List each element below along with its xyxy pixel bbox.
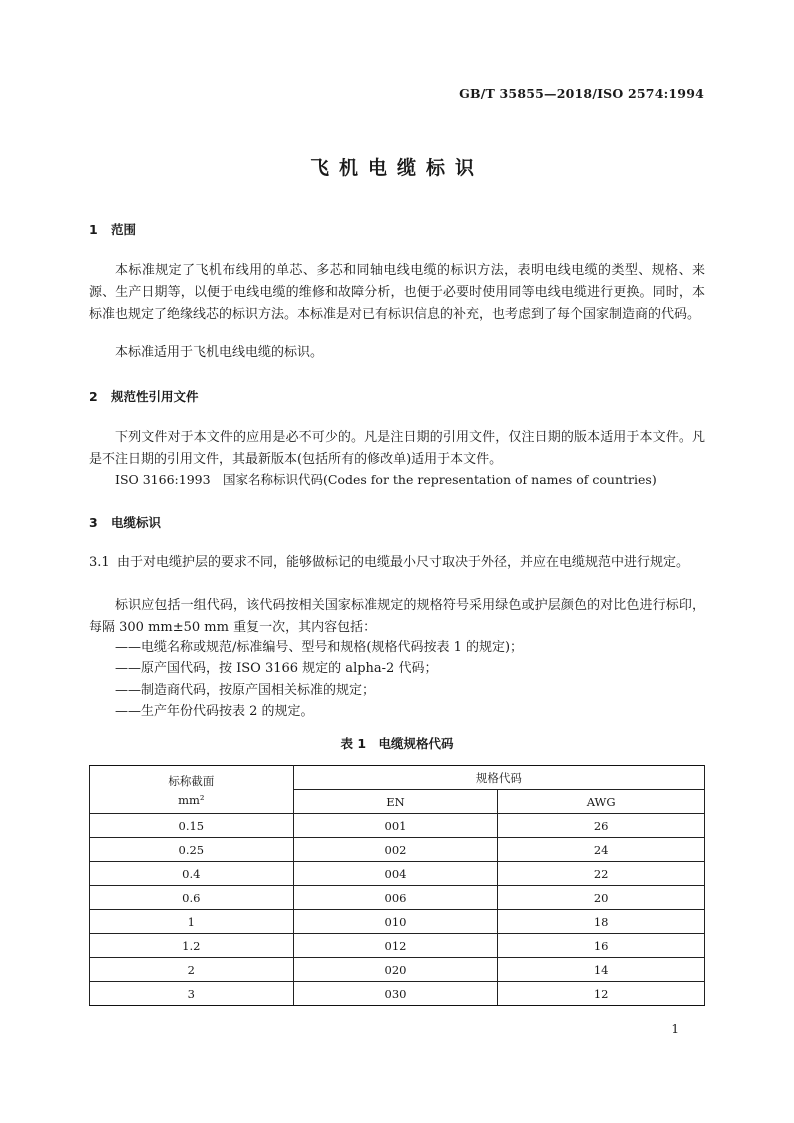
section-3-number: 3 <box>89 515 98 530</box>
cell-en: 002 <box>293 838 498 862</box>
section-1-number: 1 <box>89 222 98 237</box>
normative-reference: ISO 3166:1993 国家名称标识代码(Codes for the representation of names of countries) <box>115 472 657 487</box>
cell-awg: 14 <box>498 958 705 982</box>
table-row <box>90 814 705 838</box>
table-row <box>90 982 705 1006</box>
section-2-title: 规范性引用文件 <box>111 389 199 404</box>
cell-en: 004 <box>293 862 498 886</box>
cell-section: 3 <box>90 982 294 1006</box>
cell-awg: 26 <box>498 814 705 838</box>
nominal-section-header <box>90 766 294 814</box>
clause-3-1-number: 3.1 <box>89 555 110 570</box>
cable-size-code-table <box>89 765 705 1006</box>
section-1-heading <box>89 220 136 238</box>
cell-en: 010 <box>293 910 498 934</box>
list-item: ——生产年份代码按表 2 的规定。 <box>115 704 314 719</box>
section-3-heading <box>89 513 161 531</box>
list-item: ——电缆名称或规范/标准编号、型号和规格(规格代码按表 1 的规定)； <box>115 640 524 655</box>
clause-3-1-paragraph-2: 标识应包括一组代码，该代码按相关国家标准规定的规格符号采用绿色或护层颜色的对比色进行标印，每隔 300 mm±50 mm 重复一次，其内容包括： <box>89 598 705 635</box>
cell-awg: 18 <box>498 910 705 934</box>
cell-section: 0.25 <box>90 838 294 862</box>
cell-section: 0.15 <box>90 814 294 838</box>
cell-section: 1.2 <box>90 934 294 958</box>
clause-3-1 <box>89 552 705 574</box>
cell-awg: 16 <box>498 934 705 958</box>
cell-section: 2 <box>90 958 294 982</box>
cell-section: 1 <box>90 910 294 934</box>
size-code-group-header: 规格代码 <box>293 766 704 790</box>
cell-awg: 20 <box>498 886 705 910</box>
clause-3-1-text: 由于对电缆护层的要求不同，能够做标记的电缆最小尺寸取决于外径，并应在电缆规范中进行规定。 <box>117 555 690 570</box>
cell-en: 020 <box>293 958 498 982</box>
standard-code: GB/T 35855—2018/ISO 2574:1994 <box>459 86 704 101</box>
cell-awg: 24 <box>498 838 705 862</box>
cell-awg: 12 <box>498 982 705 1006</box>
list-item: ——制造商代码，按原产国相关标准的规定； <box>115 683 376 698</box>
section-3-title: 电缆标识 <box>111 515 162 530</box>
table-row <box>90 886 705 910</box>
section-2-heading <box>89 387 199 405</box>
cell-en: 030 <box>293 982 498 1006</box>
table-row <box>90 910 705 934</box>
en-column-header: EN <box>293 790 498 814</box>
nominal-section-label: 标称截面 <box>168 773 215 788</box>
document-title: 飞机电缆标识 <box>309 157 484 179</box>
section-1-paragraph-2: 本标准适用于飞机电线电缆的标识。 <box>115 345 324 360</box>
table-row <box>90 934 705 958</box>
awg-column-header: AWG <box>498 790 705 814</box>
section-2-paragraph: 下列文件对于本文件的应用是必不可少的。凡是注日期的引用文件，仅注日期的版本适用于本文件。凡是不注日期的引用文件，其最新版本(包括所有的修改单)适用于本文件。 <box>89 430 705 467</box>
cell-section: 0.4 <box>90 862 294 886</box>
table-row <box>90 838 705 862</box>
section-2-number: 2 <box>89 389 98 404</box>
cell-en: 006 <box>293 886 498 910</box>
cell-awg: 22 <box>498 862 705 886</box>
page-number: 1 <box>671 1022 679 1036</box>
table-row <box>90 958 705 982</box>
nominal-section-unit: mm² <box>178 792 205 807</box>
table-row <box>90 862 705 886</box>
section-1-title: 范围 <box>111 222 137 237</box>
cell-section: 0.6 <box>90 886 294 910</box>
cell-en: 012 <box>293 934 498 958</box>
cell-en: 001 <box>293 814 498 838</box>
section-1-paragraph-1: 本标准规定了飞机布线用的单芯、多芯和同轴电线电缆的标识方法，表明电线电缆的类型、规格、来源、生产日期等，以便于电线电缆的维修和故障分析，也便于必要时使用同等电线电缆进行更换。同时，本标准也规定了绝缘线芯的标识方法。本标准是对已有标识信息的补充，也考虑到了每个国家制造商的代码。 <box>89 263 705 322</box>
list-item: ——原产国代码，按 ISO 3166 规定的 alpha-2 代码； <box>115 661 438 676</box>
table-1-caption: 表 1 电缆规格代码 <box>340 736 454 751</box>
